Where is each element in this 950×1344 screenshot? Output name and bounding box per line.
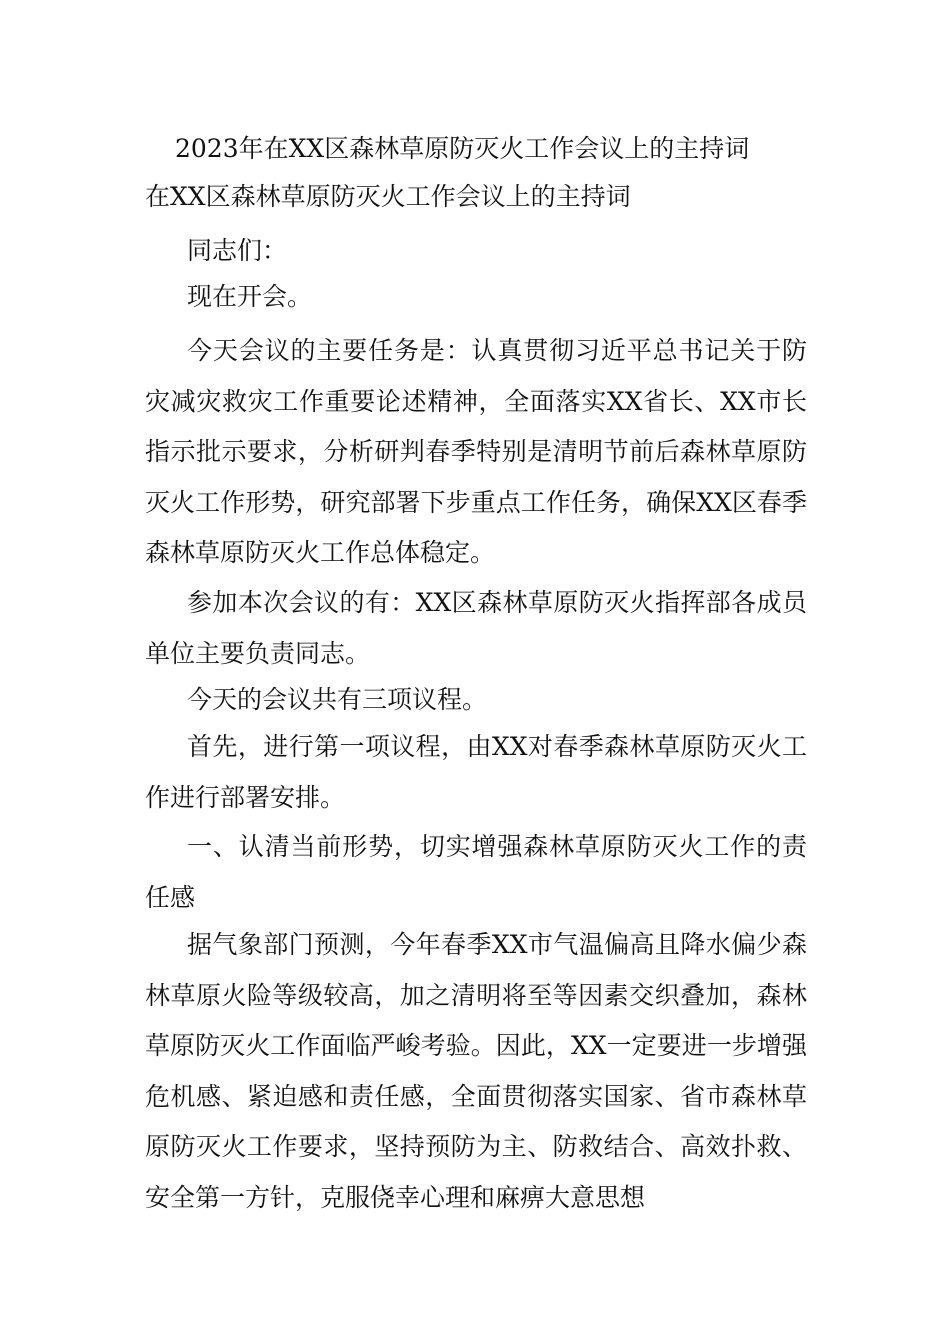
paragraph-opening: 现在开会。 [187, 282, 313, 311]
paragraph-attendees: 参加本次会议的有：XX区森林草原防灭火指挥部各成员单位主要负责同志。 [145, 588, 807, 668]
paragraph-agenda-count: 今天的会议共有三项议程。 [187, 685, 488, 714]
paragraph-greeting: 同志们： [187, 236, 288, 265]
document-subtitle: 在XX区森林草原防灭火工作会议上的主持词 [145, 182, 631, 211]
paragraph-situation: 据气象部门预测，今年春季XX市气温偏高且降水偏少森林草原火险等级较高，加之清明将至等因素交织叠加，森林草原防灭火工作面临严峻考验。因此，XX一定要进一步增强危机感、紧迫感和责任感，全面贯彻落实国家、省市森林草原防灭火工作要求，坚持预防为主、防救结合、高效扑救、安全第一方针，克服侥幸心理和麻痹大意思想 [145, 930, 807, 1212]
paragraph-first-agenda: 首先，进行第一项议程，由XX对春季森林草原防灭火工作进行部署安排。 [145, 732, 807, 812]
paragraph-main-tasks: 今天会议的主要任务是：认真贯彻习近平总书记关于防灾减灾救灾工作重要论述精神，全面落实XX省长、XX市长指示批示要求，分析研判春季特别是清明节前后森林草原防灭火工作形势，研究部署下步重点工作任务，确保XX区春季森林草原防灭火工作总体稳定。 [145, 336, 807, 567]
document-title: 2023年在XX区森林草原防灭火工作会议上的主持词 [175, 134, 750, 163]
section-heading-1: 一、认清当前形势，切实增强森林草原防灭火工作的责任感 [145, 832, 807, 912]
